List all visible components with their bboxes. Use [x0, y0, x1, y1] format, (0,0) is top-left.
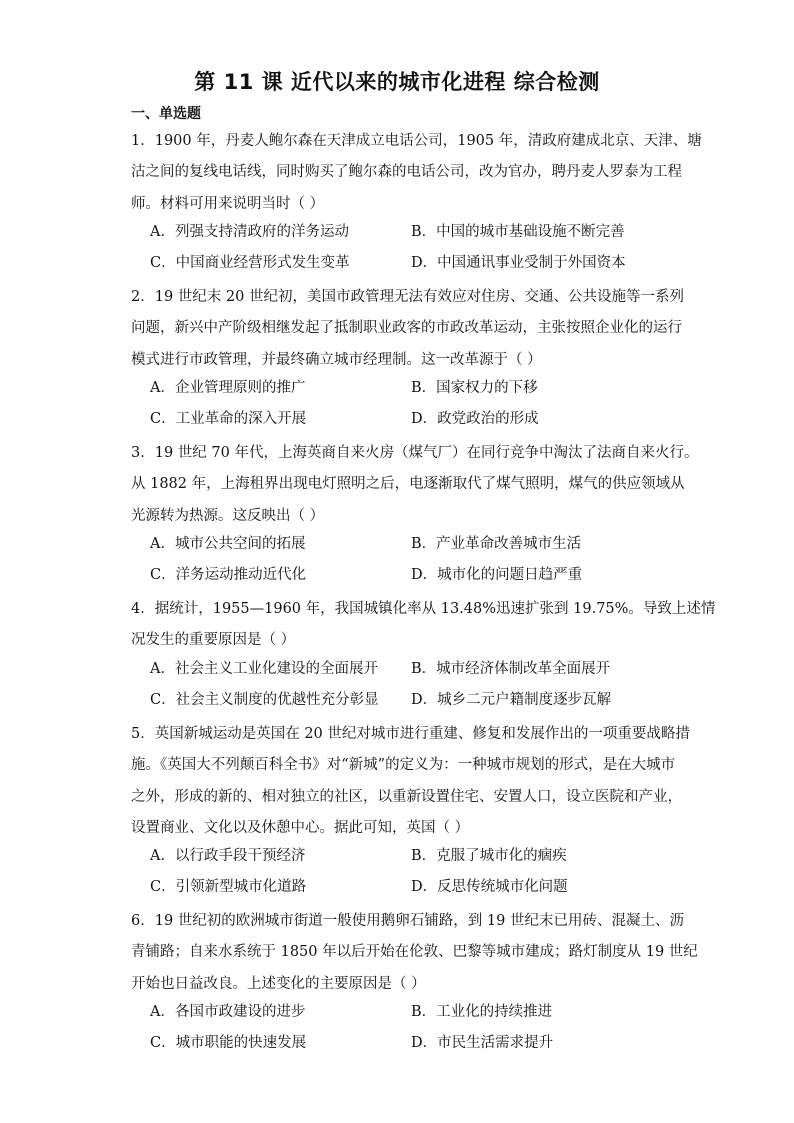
question-text-line: 从 1882 年，上海租界出现电灯照明之后，电逐渐取代了煤气照明，煤气的供应领域从	[131, 476, 685, 493]
question-5-option-c[interactable]: C．引领新型城市化道路	[150, 879, 307, 895]
question-text-line: 2．19 世纪末 20 世纪初，美国市政管理无法有效应对住房、交通、公共设施等一系列	[131, 289, 684, 305]
page-title: 第 11 课 近代以来的城市化进程 综合检测	[194, 70, 600, 94]
question-4-option-a[interactable]: A．社会主义工业化建设的全面展开	[150, 661, 378, 677]
question-text-line: 青铺路；自来水系统于 1850 年以后开始在伦敦、巴黎等城市建成；路灯制度从 19 世纪	[131, 944, 698, 961]
question-text-line: 设置商业、文化以及休憩中心。据此可知，英国（ ）	[131, 819, 470, 836]
question-5-option-d[interactable]: D．反思传统城市化问题	[411, 879, 568, 895]
question-3-option-b[interactable]: B．产业革命改善城市生活	[411, 536, 582, 552]
question-text-line: 施。《英国大不列颠百科全书》对“新城”的定义为：一种城市规划的形式，是在大城市	[131, 757, 676, 774]
question-3-stem	[131, 438, 699, 532]
question-2-stem	[131, 282, 684, 376]
question-5-option-a[interactable]: A．以行政手段干预经济	[150, 848, 306, 864]
question-4-option-d[interactable]: D．城乡二元户籍制度逐步瓦解	[411, 692, 612, 708]
question-4-option-b[interactable]: B．城市经济体制改革全面展开	[411, 661, 611, 677]
question-6-option-d[interactable]: D．市民生活需求提升	[411, 1035, 554, 1051]
question-1-option-d[interactable]: D．中国通讯事业受制于外国资本	[411, 255, 626, 271]
question-2-option-a[interactable]: A．企业管理原则的推广	[150, 380, 306, 396]
question-text-line: 之外，形成的新的、相对独立的社区，以重新设置住宅、安置人口，设立医院和产业，	[131, 788, 682, 805]
question-text-line: 沽之间的复线电话线，同时购买了鲍尔森的电话公司，改为官办，聘丹麦人罗泰为工程	[131, 164, 682, 181]
question-3-option-c[interactable]: C．洋务运动推动近代化	[150, 567, 307, 583]
question-4-option-c[interactable]: C．社会主义制度的优越性充分彰显	[150, 692, 379, 708]
question-1-stem	[131, 126, 702, 220]
question-2-option-c[interactable]: C．工业革命的深入开展	[150, 411, 307, 427]
question-text-line: 况发生的重要原因是（ ）	[131, 632, 296, 649]
question-text-line: 光源转为热源。这反映出（ ）	[131, 507, 325, 524]
question-1-option-a[interactable]: A．列强支持清政府的洋务运动	[150, 224, 349, 240]
question-text-line: 模式进行市政管理，并最终确立城市经理制。这一改革源于（ ）	[131, 351, 542, 368]
question-6-option-b[interactable]: B．工业化的持续推进	[411, 1004, 553, 1020]
question-text-line: 5．英国新城运动是英国在 20 世纪对城市进行重建、修复和发展作出的一项重要战略措	[131, 726, 690, 742]
question-2-option-b[interactable]: B．国家权力的下移	[411, 380, 538, 396]
question-1-option-c[interactable]: C．中国商业经营形式发生变革	[150, 255, 350, 271]
question-text-line: 问题，新兴中产阶级相继发起了抵制职业政客的市政改革运动，主张按照企业化的运行	[131, 320, 682, 337]
question-1-option-b[interactable]: B．中国的城市基础设施不断完善	[411, 224, 625, 240]
question-5-option-b[interactable]: B．克服了城市化的痼疾	[411, 848, 567, 864]
question-text-line: 3．19 世纪 70 年代，上海英商自来火房（煤气厂）在同行竞争中淘汰了法商自来火行。	[131, 445, 699, 461]
question-text-line: 6．19 世纪初的欧洲城市街道一般使用鹅卵石铺路，到 19 世纪末已用砖、混凝土、沥	[131, 913, 684, 929]
section-heading: 一、单选题	[131, 106, 201, 122]
question-6-option-c[interactable]: C．城市职能的快速发展	[150, 1035, 307, 1051]
question-text-line: 1．1900 年，丹麦人鲍尔森在天津成立电话公司，1905 年，清政府建成北京、天津、塘	[131, 133, 702, 149]
question-2-option-d[interactable]: D．政党政治的形成	[411, 411, 539, 427]
question-6-stem	[131, 906, 698, 1000]
question-4-stem	[131, 594, 716, 657]
question-3-option-d[interactable]: D．城市化的问题日趋严重	[411, 567, 583, 583]
question-text-line: 4．据统计，1955—1960 年，我国城镇化率从 13.48%迅速扩张到 19.75%。导致上述情	[131, 601, 716, 617]
question-text-line: 师。材料可用来说明当时（ ）	[131, 195, 325, 212]
question-3-option-a[interactable]: A．城市公共空间的拓展	[150, 536, 306, 552]
question-5-stem	[131, 719, 690, 844]
question-text-line: 开始也日益改良。上述变化的主要原因是（ ）	[131, 975, 426, 992]
question-6-option-a[interactable]: A．各国市政建设的进步	[150, 1004, 306, 1020]
